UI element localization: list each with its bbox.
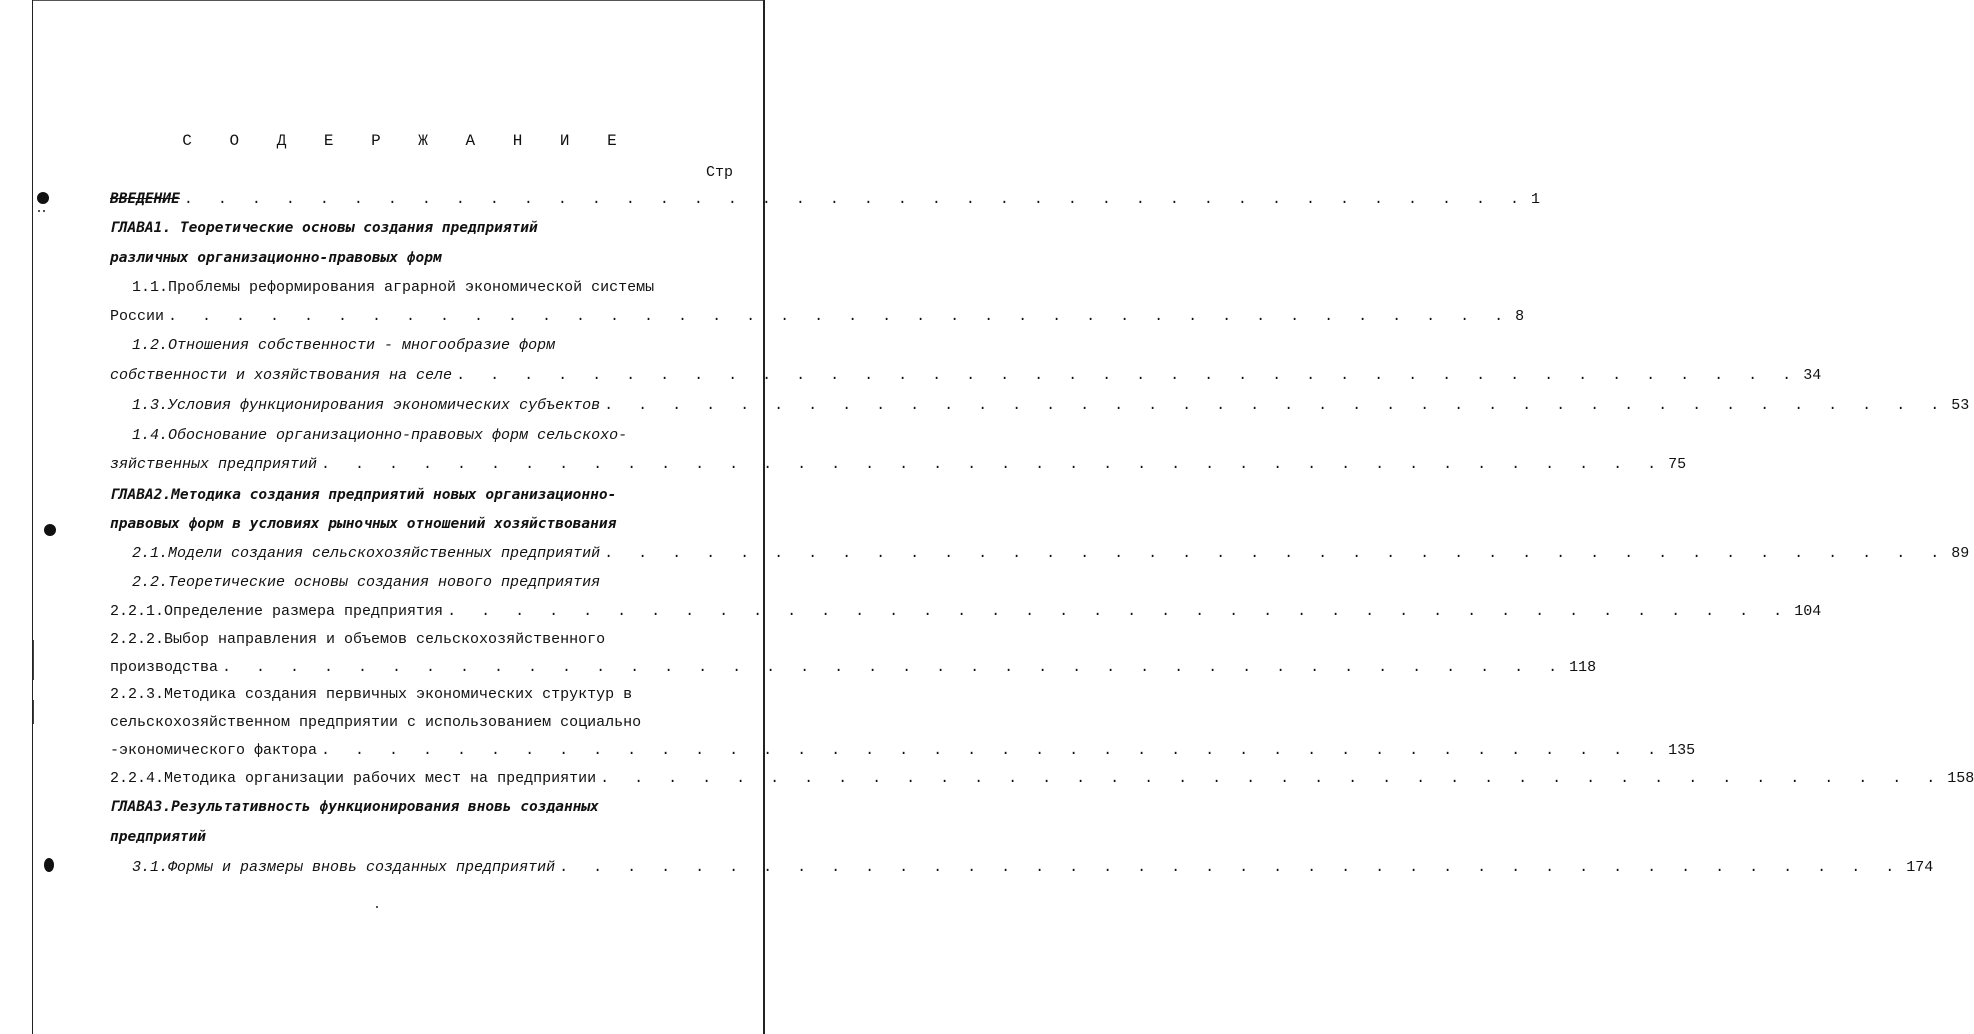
toc-entry-text: зяйственных предприятий — [110, 456, 318, 473]
binding-hole-mark — [44, 524, 56, 536]
toc-section-entry[interactable] — [132, 543, 1970, 565]
scan-speck — [38, 210, 40, 212]
toc-page-number: 53 — [1951, 397, 1970, 414]
toc-entry-text: ВВЕДЕНИЕ — [110, 191, 180, 207]
toc-entry-continued — [110, 712, 740, 734]
toc-page-number: 34 — [1803, 367, 1822, 384]
toc-page-number: 104 — [1794, 603, 1822, 620]
page-column-header: Стр — [706, 164, 734, 181]
binding-hole-mark — [44, 858, 54, 872]
dot-leader: . . . . . . . . . . . . . . . . . . . . . . . . . . . . . . . . . . . . . . . . — [559, 859, 1903, 876]
toc-entry-text: 2.2.4.Методика организации рабочих мест на предприятии — [110, 770, 597, 787]
toc-entry-continued — [110, 740, 1696, 762]
toc-entry-text: ГЛАВА2.Методика создания предприятий новых организационно- — [110, 487, 617, 503]
dot-leader: . . . . . . . . . . . . . . . . . . . . . . . . . . . . . . . . . . . . . . . . — [168, 308, 1512, 325]
toc-entry-text: производства — [110, 659, 219, 676]
toc-entry-text: 3.1.Формы и размеры вновь созданных предприятий — [132, 859, 556, 876]
toc-entry-text: 2.1.Модели создания сельскохозяйственных предприятий — [132, 545, 601, 562]
toc-subsection-entry[interactable] — [110, 684, 740, 706]
toc-section-entry[interactable] — [132, 425, 740, 447]
binding-hole-mark — [37, 192, 49, 204]
toc-entry-text: предприятий — [110, 829, 207, 845]
toc-entry-text: 1.2.Отношения собственности - многообразие форм — [132, 337, 556, 354]
toc-chapter-heading-continued — [110, 826, 740, 848]
toc-section-entry[interactable] — [132, 395, 1970, 417]
toc-chapter-heading-continued — [110, 247, 740, 269]
dot-leader: . . . . . . . . . . . . . . . . . . . . . . . . . . . . . . . . . . . . . . . . — [604, 397, 1948, 414]
scan-speck — [376, 906, 378, 908]
toc-page-number: 89 — [1951, 545, 1970, 562]
toc-entry-continued — [110, 657, 1597, 679]
toc-chapter-heading[interactable] — [110, 484, 740, 506]
toc-entry-text: России — [110, 308, 165, 325]
toc-page-number: 158 — [1947, 770, 1974, 787]
margin-scan-artifact — [33, 700, 34, 724]
toc-page-number: 1 — [1530, 191, 1540, 208]
toc-page-number: 174 — [1906, 859, 1934, 876]
toc-entry-text: 1.4.Обоснование организационно-правовых форм сельскохо- — [132, 427, 628, 444]
toc-entry-text: 2.2.3.Методика создания первичных экономических структур в — [110, 686, 633, 703]
dot-leader: . . . . . . . . . . . . . . . . . . . . . . . . . . . . . . . . . . . . . . . . — [600, 770, 1944, 787]
toc-entry-text: ГЛАВА1. Теоретические основы создания предприятий — [110, 220, 538, 236]
toc-section-entry[interactable] — [132, 572, 740, 594]
toc-page-number: 135 — [1668, 742, 1696, 759]
toc-entry-text: 2.2.1.Определение размера предприятия — [110, 603, 444, 620]
toc-subsection-entry[interactable] — [110, 629, 740, 651]
toc-page-number: 75 — [1668, 456, 1687, 473]
toc-entry-text: -экономического фактора — [110, 742, 318, 759]
toc-entry-introduction[interactable] — [110, 188, 1540, 210]
margin-scan-artifact — [33, 640, 34, 680]
toc-entry-text: собственности и хозяйствования на селе — [110, 367, 453, 384]
toc-chapter-heading[interactable] — [110, 796, 740, 818]
page-left-edge — [32, 0, 33, 1034]
toc-entry-continued — [110, 365, 1822, 387]
dot-leader: . . . . . . . . . . . . . . . . . . . . . . . . . . . . . . . . . . . . . . . . — [456, 367, 1800, 384]
toc-entry-continued — [110, 454, 1687, 476]
dot-leader: . . . . . . . . . . . . . . . . . . . . . . . . . . . . . . . . . . . . . . . . — [321, 456, 1665, 473]
toc-chapter-heading-continued — [110, 513, 740, 535]
toc-page-number: 118 — [1569, 659, 1597, 676]
toc-entry-text: 2.2.2.Выбор направления и объемов сельскохозяйственного — [110, 631, 606, 648]
toc-page-number: 8 — [1515, 308, 1525, 325]
dot-leader: . . . . . . . . . . . . . . . . . . . . . . . . . . . . . . . . . . . . . . . . — [222, 659, 1566, 676]
scan-speck — [43, 210, 45, 212]
toc-entry-text: сельскохозяйственном предприятии с использованием социально — [110, 714, 642, 731]
dot-leader: . . . . . . . . . . . . . . . . . . . . . . . . . . . . . . . . . . . . . . . . — [447, 603, 1791, 620]
toc-section-entry[interactable] — [132, 277, 740, 299]
toc-section-entry[interactable] — [132, 857, 1934, 879]
dot-leader: . . . . . . . . . . . . . . . . . . . . . . . . . . . . . . . . . . . . . . . . — [183, 191, 1527, 208]
toc-section-entry[interactable] — [132, 335, 740, 357]
dot-leader: . . . . . . . . . . . . . . . . . . . . . . . . . . . . . . . . . . . . . . . . — [604, 545, 1948, 562]
toc-chapter-heading[interactable] — [110, 217, 740, 239]
toc-entry-text: ГЛАВА3.Результативность функционирования вновь созданных — [110, 799, 599, 815]
toc-entry-text: 2.2.Теоретические основы создания нового предприятия — [132, 574, 601, 591]
toc-subsection-entry[interactable] — [110, 768, 1974, 790]
toc-entry-text: правовых форм в условиях рыночных отношений хозяйствования — [110, 516, 617, 532]
page-top-edge — [32, 0, 765, 1]
toc-entry-text: различных организационно-правовых форм — [110, 250, 442, 266]
toc-entry-continued — [110, 306, 1525, 328]
toc-subsection-entry[interactable] — [110, 601, 1822, 623]
toc-title: С О Д Е Р Ж А Н И Е — [182, 132, 631, 150]
toc-entry-text: 1.1.Проблемы реформирования аграрной экономической системы — [132, 279, 655, 296]
toc-entry-text: 1.3.Условия функционирования экономических субъектов — [132, 397, 601, 414]
dot-leader: . . . . . . . . . . . . . . . . . . . . . . . . . . . . . . . . . . . . . . . . — [321, 742, 1665, 759]
